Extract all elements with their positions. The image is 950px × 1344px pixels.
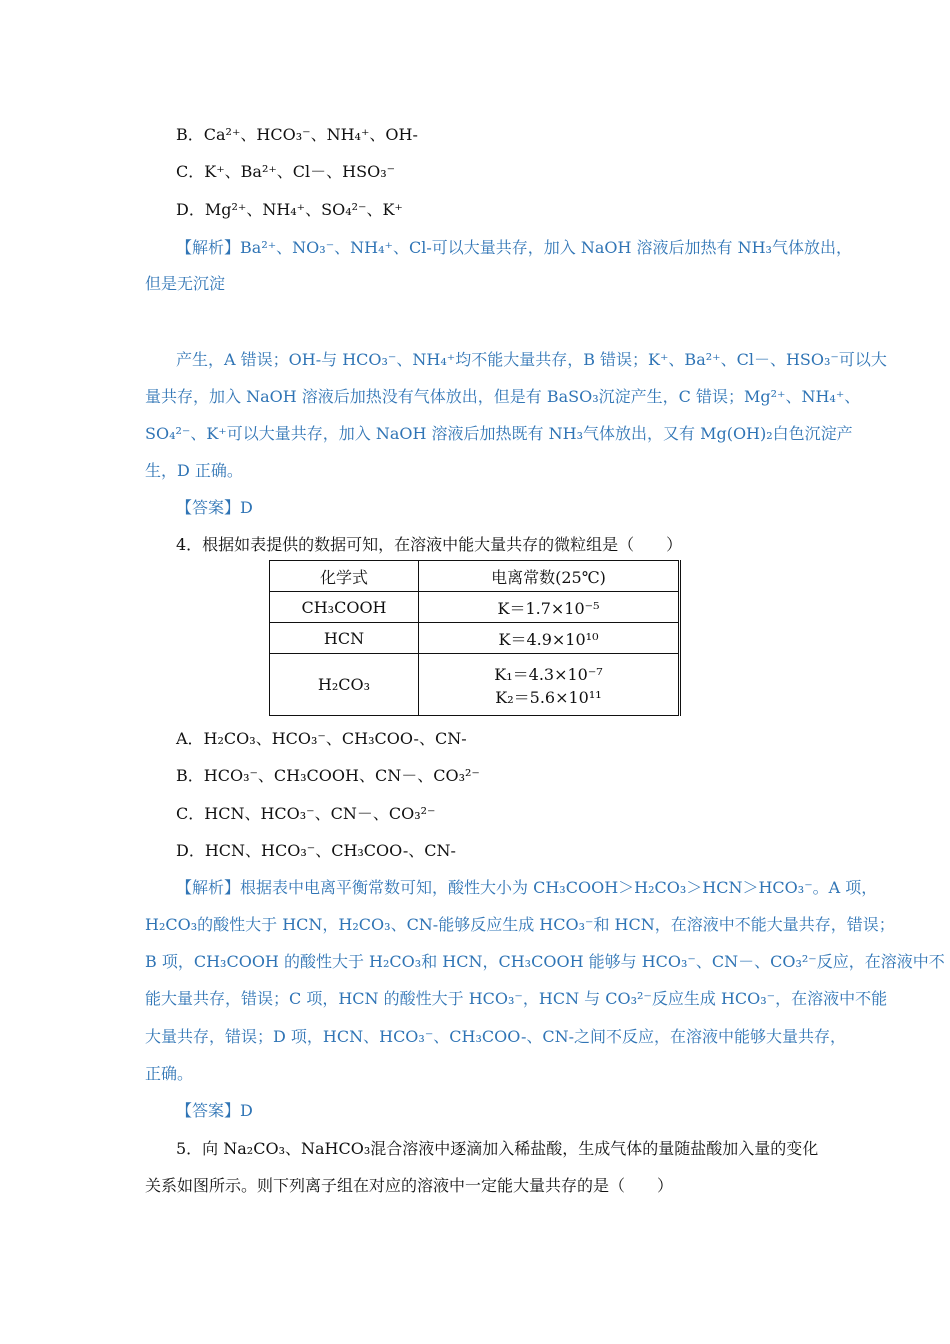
table-cell-constant: K＝1.7×10⁻⁵ <box>419 592 680 623</box>
q4-analysis-line-3: B 项，CH₃COOH 的酸性大于 H₂CO₃和 HCN，CH₃COOH 能够与 HCO₃⁻、CN－、CO₃²⁻反应，在溶液中不 <box>145 952 945 971</box>
table-cell-constant-k1: K₁＝4.3×10⁻⁷ <box>494 664 603 684</box>
q4-analysis-line-4: 能大量共存，错误；C 项，HCN 的酸性大于 HCO₃⁻，HCN 与 CO₃²⁻反应生成 HCO₃⁻，在溶液中不能 <box>145 989 888 1008</box>
q5-stem-line-2: 关系如图所示。则下列离子组在对应的溶液中一定能大量共存的是（ ） <box>145 1176 674 1195</box>
analysis-tag: 【解析】 <box>176 878 241 897</box>
q4-option-c: C．HCN、HCO₃⁻、CN－、CO₃²⁻ <box>176 804 436 823</box>
q3-analysis-line-3: 产生，A 错误；OH-与 HCO₃⁻、NH₄⁺均不能大量共存，B 错误；K⁺、Ba²⁺、Cl－、HSO₃⁻可以大 <box>176 350 887 369</box>
table-row <box>270 623 680 654</box>
answer-tag: 【答案】 <box>176 498 241 517</box>
answer-tag: 【答案】 <box>176 1101 241 1120</box>
table-cell-formula: HCN <box>270 623 419 654</box>
q4-option-b: B．HCO₃⁻、CH₃COOH、CN－、CO₃²⁻ <box>176 766 480 785</box>
table-cell-constant-k2: K₂＝5.6×10¹¹ <box>495 687 602 707</box>
q4-analysis-text: 根据表中电离平衡常数可知，酸性大小为 CH₃COOH＞H₂CO₃＞HCN＞HCO₃⁻。A 项， <box>240 878 878 897</box>
q3-analysis-line-1 <box>176 237 852 259</box>
analysis-tag: 【解析】 <box>176 238 241 257</box>
table-cell-formula: H₂CO₃ <box>270 654 419 716</box>
q3-option-d: D．Mg²⁺、NH₄⁺、SO₄²⁻、K⁺ <box>176 200 403 219</box>
table-row <box>270 592 680 623</box>
q4-stem: 4．根据如表提供的数据可知，在溶液中能大量共存的微粒组是（ ） <box>176 535 683 554</box>
q3-analysis-text: Ba²⁺、NO₃⁻、NH₄⁺、Cl-可以大量共存，加入 NaOH 溶液后加热有 NH₃气体放出， <box>240 238 852 257</box>
q4-analysis-line-2: H₂CO₃的酸性大于 HCN，H₂CO₃、CN-能够反应生成 HCO₃⁻和 HCN，在溶液中不能大量共存，错误； <box>145 915 895 934</box>
q3-analysis-line-6: 生，D 正确。 <box>145 461 243 480</box>
q4-option-d: D．HCN、HCO₃⁻、CH₃COO-、CN- <box>176 841 456 860</box>
q4-analysis-line-1 <box>176 877 877 899</box>
table-cell-constant <box>419 654 680 716</box>
q4-option-a: A．H₂CO₃、HCO₃⁻、CH₃COO-、CN- <box>176 729 467 748</box>
q5-stem-line-1: 5．向 Na₂CO₃、NaHCO₃混合溶液中逐滴加入稀盐酸，生成气体的量随盐酸加入量的变化 <box>176 1139 819 1158</box>
table-header-formula: 化学式 <box>270 561 419 592</box>
table-row <box>270 654 680 716</box>
answer-value: D <box>240 1101 253 1120</box>
q3-analysis-line-5: SO₄²⁻、K⁺可以大量共存，加入 NaOH 溶液后加热既有 NH₃气体放出，又有 Mg(OH)₂白色沉淀产 <box>145 424 853 443</box>
ionization-constant-table <box>269 560 681 716</box>
answer-value: D <box>240 498 253 517</box>
table-header-row <box>270 561 680 592</box>
q3-answer <box>176 497 253 519</box>
q3-option-c: C．K⁺、Ba²⁺、Cl－、HSO₃⁻ <box>176 162 396 181</box>
q3-analysis-line-2: 但是无沉淀 <box>145 274 226 293</box>
q4-analysis-line-6: 正确。 <box>145 1064 194 1083</box>
q3-option-b: B．Ca²⁺、HCO₃⁻、NH₄⁺、OH- <box>176 125 418 144</box>
table-header-constant: 电离常数(25℃) <box>419 561 680 592</box>
table-cell-constant: K＝4.9×10¹⁰ <box>419 623 680 654</box>
q4-answer <box>176 1100 253 1122</box>
table-cell-formula: CH₃COOH <box>270 592 419 623</box>
q3-analysis-line-4: 量共存，加入 NaOH 溶液后加热没有气体放出，但是有 BaSO₃沉淀产生，C 错误；Mg²⁺、NH₄⁺、 <box>145 387 861 406</box>
q4-analysis-line-5: 大量共存，错误；D 项，HCN、HCO₃⁻、CH₃COO-、CN-之间不反应，在溶液中能够大量共存， <box>145 1027 847 1046</box>
